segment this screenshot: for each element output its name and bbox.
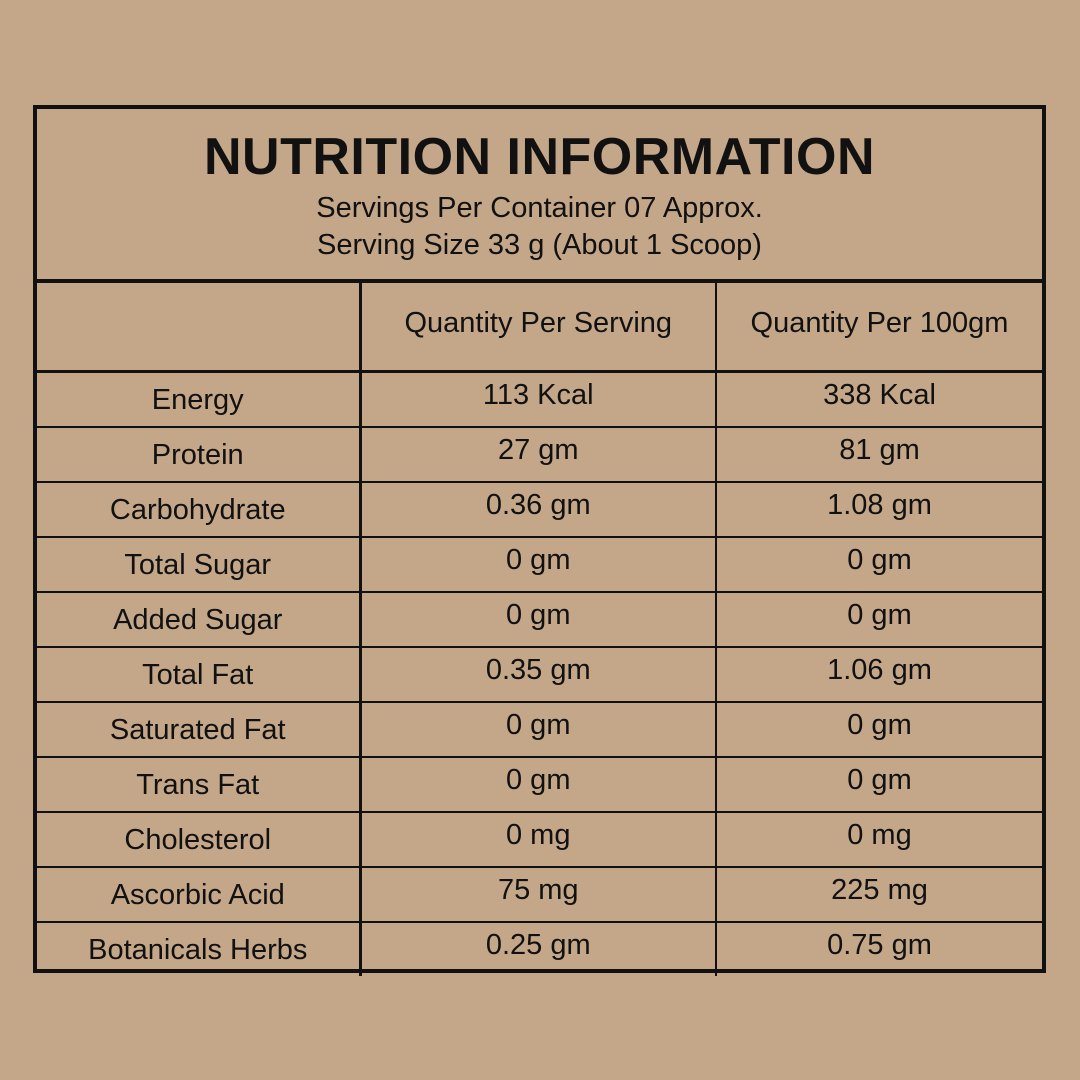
per-serving-value-text: 0.36 gm [485,488,591,521]
per-serving-value-text: 75 mg [497,873,579,906]
per-100g-value-text: 0.75 gm [827,928,932,961]
per-100g-value-text: 338 Kcal [823,378,936,411]
per-serving-value [360,482,716,537]
per-serving-value [360,592,716,647]
per-100g-value-text: 0 gm [847,598,912,631]
per-100g-value [716,867,1042,922]
per-100g-value-text: 0 gm [847,708,912,741]
nutrient-name [37,757,360,812]
nutrient-name [37,702,360,757]
per-serving-value-text: 0 gm [506,543,571,576]
per-serving-value [360,537,716,592]
per-serving-value [360,867,716,922]
per-serving-value [360,757,716,812]
per-serving-value-text: 0.35 gm [485,653,591,686]
per-serving-value [360,812,716,867]
per-100g-value [716,592,1042,647]
nutrition-title: NUTRITION INFORMATION [203,128,875,186]
nutrient-name-text: Protein [151,438,244,471]
nutrition-panel [33,105,1046,973]
per-serving-value-text: 0 mg [506,818,571,851]
table-row [37,592,1042,647]
per-100g-value [716,922,1042,976]
servings-per-container: Servings Per Container 07 Approx. [316,192,763,224]
serving-size: Serving Size 33 g (About 1 Scoop) [317,229,762,261]
per-serving-value-text: 0 gm [506,763,571,796]
per-serving-value [360,371,716,427]
nutrient-name [37,482,360,537]
nutrient-name-text: Carbohydrate [109,493,286,526]
nutrient-name-text: Cholesterol [124,823,272,856]
table-row [37,537,1042,592]
table-row [37,647,1042,702]
per-serving-value [360,427,716,482]
nutrient-name [37,371,360,427]
table-row [37,922,1042,976]
per-serving-value-text: 0 gm [506,598,571,631]
per-100g-value-text: 225 mg [831,873,928,906]
nutrition-table [37,283,1042,976]
nutrient-name-text: Energy [151,383,244,416]
nutrition-header [37,109,1042,283]
per-100g-value [716,427,1042,482]
per-100g-value [716,537,1042,592]
per-100g-value [716,702,1042,757]
nutrient-name [37,812,360,867]
nutrient-name-text: Botanicals Herbs [88,933,308,966]
per-100g-value [716,812,1042,867]
per-serving-value-text: 0.25 gm [485,928,591,961]
column-header-per-100g: Quantity Per 100gm [716,283,1042,371]
table-row [37,427,1042,482]
per-serving-value [360,922,716,976]
table-row [37,482,1042,537]
table-header-row [37,283,1042,371]
nutrient-name [37,922,360,976]
per-100g-value-text: 1.08 gm [827,488,932,521]
nutrient-name [37,647,360,702]
table-row [37,371,1042,427]
per-serving-value-text: 113 Kcal [482,378,594,411]
per-serving-value-text: 0 gm [506,708,571,741]
nutrient-name-text: Total Fat [142,658,254,691]
per-100g-value-text: 81 gm [839,433,920,466]
nutrition-table-body [37,371,1042,976]
nutrient-name [37,427,360,482]
per-100g-value-text: 1.06 gm [827,653,932,686]
per-100g-value [716,371,1042,427]
per-serving-value [360,702,716,757]
nutrient-name-text: Trans Fat [136,768,260,801]
table-row [37,757,1042,812]
nutrient-name-text: Saturated Fat [109,713,286,746]
per-100g-value-text: 0 mg [847,818,912,851]
per-100g-value [716,647,1042,702]
table-row [37,867,1042,922]
nutrient-name-text: Added Sugar [113,603,283,636]
nutrient-name [37,537,360,592]
per-100g-value-text: 0 gm [847,543,912,576]
per-100g-value [716,482,1042,537]
nutrient-name [37,867,360,922]
per-100g-value [716,757,1042,812]
table-row [37,702,1042,757]
column-header-nutrient [37,283,360,371]
column-header-per-serving: Quantity Per Serving [360,283,716,371]
per-serving-value-text: 27 gm [497,433,579,466]
nutrient-name-text: Total Sugar [124,548,272,581]
nutrient-name-text: Ascorbic Acid [110,878,285,911]
per-100g-value-text: 0 gm [847,763,912,796]
nutrient-name [37,592,360,647]
table-row [37,812,1042,867]
per-serving-value [360,647,716,702]
